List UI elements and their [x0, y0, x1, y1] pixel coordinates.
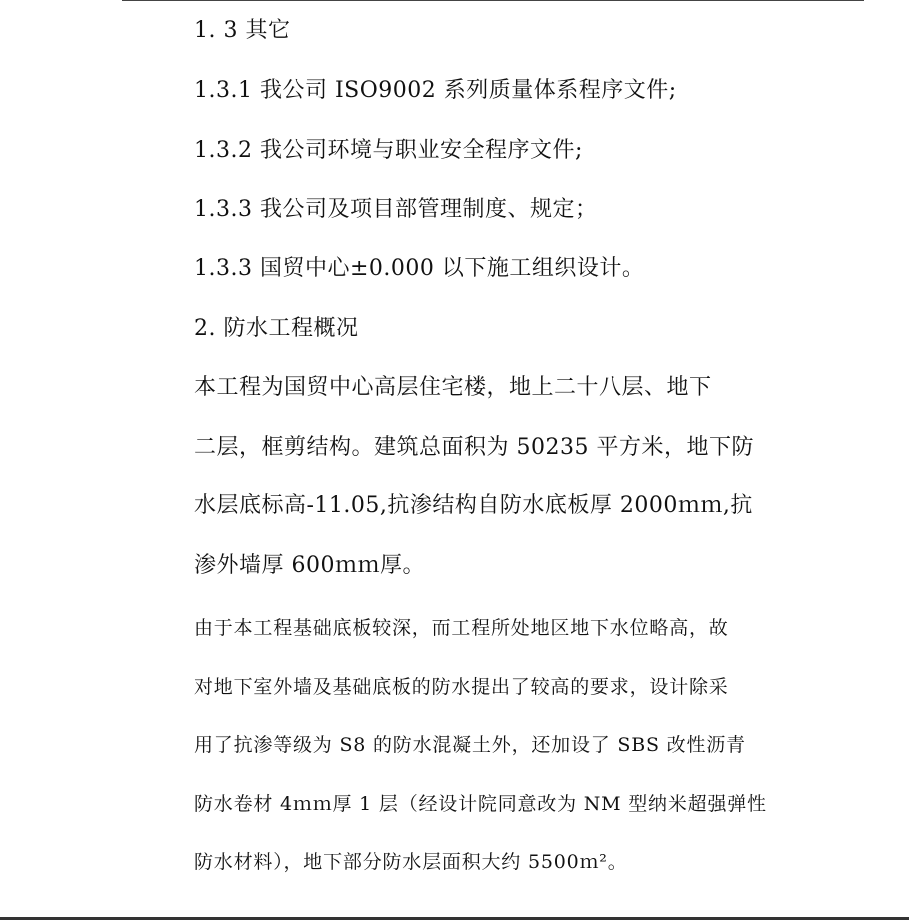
paragraph-2-line-5: 防水材料），地下部分防水层面积大约 5500ｍ²。 [194, 851, 628, 873]
paragraph-1-line-1: 本工程为国贸中心高层住宅楼，地上二十八层、地下 [194, 375, 712, 400]
paragraph-1-line-3: 水层底标高-11.05,抗渗结构自防水底板厚 2000ｍｍ,抗 [194, 493, 753, 518]
list-item-1-3-3-a: 1.3.3 我公司及项目部管理制度、规定； [194, 197, 598, 222]
section-heading-2: 2. 防水工程概况 [194, 316, 359, 341]
section-heading-1-3: 1. 3 其它 [194, 18, 291, 43]
paragraph-1-line-4: 渗外墙厚 600ｍｍ厚。 [194, 553, 425, 578]
list-item-1-3-3-b: 1.3.3 国贸中心±0.000 以下施工组织设计。 [194, 256, 645, 281]
paragraph-2-line-2: 对地下室外墙及基础底板的防水提出了较高的要求，设计除采 [194, 676, 729, 698]
list-item-1-3-1: 1.3.1 我公司 ISO9002 系列质量体系程序文件; [194, 78, 677, 103]
paragraph-2-line-3: 用了抗渗等级为 S8 的防水混凝土外，还加设了 SBS 改性沥青 [194, 734, 746, 756]
paragraph-1-line-2: 二层，框剪结构。建筑总面积为 50235 平方米，地下防 [194, 435, 754, 460]
paragraph-2-line-4: 防水卷材 4ｍｍ厚 1 层（经设计院同意改为 NM 型纳米超强弹性 [194, 793, 767, 815]
paragraph-2-line-1: 由于本工程基础底板较深，而工程所处地区地下水位略高，故 [194, 617, 729, 639]
list-item-1-3-2: 1.3.2 我公司环境与职业安全程序文件; [194, 138, 583, 163]
top-border-line [122, 0, 864, 1]
